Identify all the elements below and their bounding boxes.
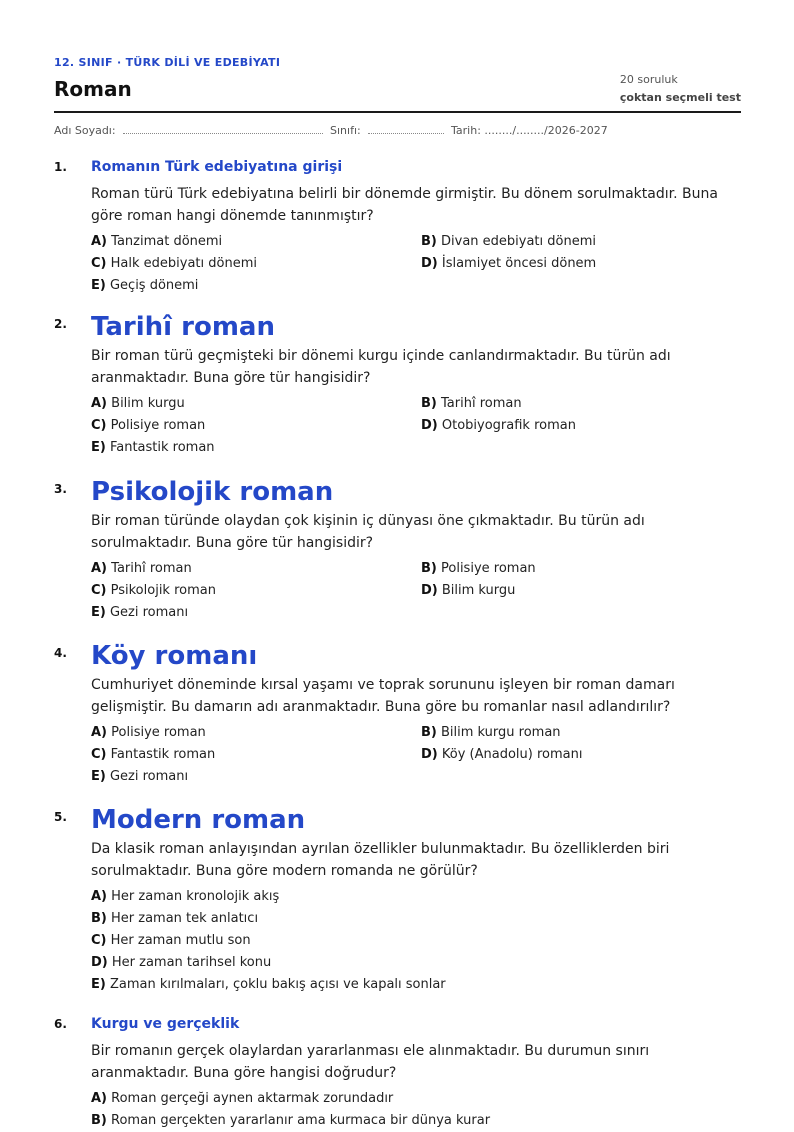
question-title: Psikolojik roman [91, 477, 334, 507]
option-b[interactable]: B) Roman gerçekten yararlanır ama kurmaca bir dünya kurar [91, 1113, 491, 1128]
class-label: Sınıfı: [330, 124, 361, 137]
option-d[interactable]: D) Köy (Anadolu) romanı [421, 747, 583, 762]
option-b[interactable]: B) Tarihî roman [421, 396, 522, 411]
question-number: 3. [54, 482, 67, 496]
question-text: Da klasik roman anlayışından ayrılan özellikler bulunmaktadır. Bu özelliklerden biri sorulmaktadır. Buna göre modern romanda ne görülür? [91, 841, 670, 879]
option-e[interactable]: E) Geçiş dönemi [91, 278, 199, 293]
option-a[interactable]: A) Polisiye roman [91, 725, 206, 740]
page-title: Roman [54, 77, 132, 101]
option-a[interactable]: A) Roman gerçeği aynen aktarmak zorundadır [91, 1091, 394, 1106]
class-field[interactable] [330, 124, 444, 137]
question-title: Modern roman [91, 805, 306, 835]
option-a[interactable]: A) Tanzimat dönemi [91, 234, 223, 249]
option-b[interactable]: B) Her zaman tek anlatıcı [91, 911, 259, 926]
option-c[interactable]: C) Halk edebiyatı dönemi [91, 256, 257, 271]
option-d[interactable]: D) Bilim kurgu [421, 583, 516, 598]
option-a[interactable]: A) Tarihî roman [91, 561, 192, 576]
option-c[interactable]: C) Fantastik roman [91, 747, 216, 762]
question-text: Cumhuriyet döneminde kırsal yaşamı ve toprak sorununu işleyen bir roman damarı gelişmiştir. Bu damarın adı aranmaktadır. Buna göre bu romanlar nasıl adlandırılır? [91, 677, 675, 715]
question-number: 1. [54, 160, 67, 174]
option-c[interactable]: C) Polisiye roman [91, 418, 206, 433]
class-line [368, 124, 444, 134]
option-b[interactable]: B) Bilim kurgu roman [421, 725, 561, 740]
option-e[interactable]: E) Zaman kırılmaları, çoklu bakış açısı ve kapalı sonlar [91, 977, 446, 992]
option-c[interactable]: C) Her zaman mutlu son [91, 933, 251, 948]
question-text: Bir roman türünde olaydan çok kişinin iç dünyası öne çıkmaktadır. Bu türün adı sorulmaktadır. Buna göre tür hangisidir? [91, 513, 645, 551]
name-line [123, 124, 323, 134]
header-divider [54, 111, 741, 113]
date-field[interactable]: Tarih: ......../......../2026-2027 [451, 124, 608, 137]
option-a[interactable]: A) Her zaman kronolojik akış [91, 889, 280, 904]
test-meta [620, 71, 741, 107]
name-field[interactable] [54, 124, 323, 137]
option-d[interactable]: D) İslamiyet öncesi dönem [421, 256, 597, 271]
question-title: Kurgu ve gerçeklik [91, 1016, 240, 1032]
option-b[interactable]: B) Polisiye roman [421, 561, 536, 576]
option-a[interactable]: A) Bilim kurgu [91, 396, 185, 411]
question-text: Roman türü Türk edebiyatına belirli bir dönemde girmiştir. Bu dönem sorulmaktadır. Buna göre roman hangi dönemde tanınmıştır? [91, 186, 718, 224]
question-text: Bir romanın gerçek olaylardan yararlanması ele alınmaktadır. Bu durumun sınırı aranmaktadır. Buna göre hangisi doğrudur? [91, 1043, 650, 1081]
option-e[interactable]: E) Gezi romanı [91, 605, 189, 620]
option-b[interactable]: B) Divan edebiyatı dönemi [421, 234, 596, 249]
question-title: Köy romanı [91, 641, 258, 671]
question-number: 5. [54, 810, 67, 824]
option-c[interactable]: C) Psikolojik roman [91, 583, 216, 598]
question-number: 4. [54, 646, 67, 660]
option-e[interactable]: E) Gezi romanı [91, 769, 189, 784]
question-title: Tarihî roman [91, 312, 275, 342]
question-count: 20 soruluk [619, 73, 678, 86]
question-text: Bir roman türü geçmişteki bir dönemi kurgu içinde canlandırmaktadır. Bu türün adı aranmaktadır. Buna göre tür hangisidir? [91, 348, 671, 386]
option-e[interactable]: E) Fantastik roman [91, 440, 215, 455]
question-title: Romanın Türk edebiyatına girişi [91, 159, 343, 175]
question-number: 6. [54, 1017, 67, 1031]
option-d[interactable]: D) Her zaman tarihsel konu [91, 955, 272, 970]
name-label: Adı Soyadı: [54, 124, 116, 137]
test-type: çoktan seçmeli test [619, 91, 741, 104]
option-d[interactable]: D) Otobiyografik roman [421, 418, 576, 433]
question-number: 2. [54, 317, 67, 331]
course-label: 12. SINIF · TÜRK DİLİ VE EDEBİYATI [54, 56, 281, 69]
